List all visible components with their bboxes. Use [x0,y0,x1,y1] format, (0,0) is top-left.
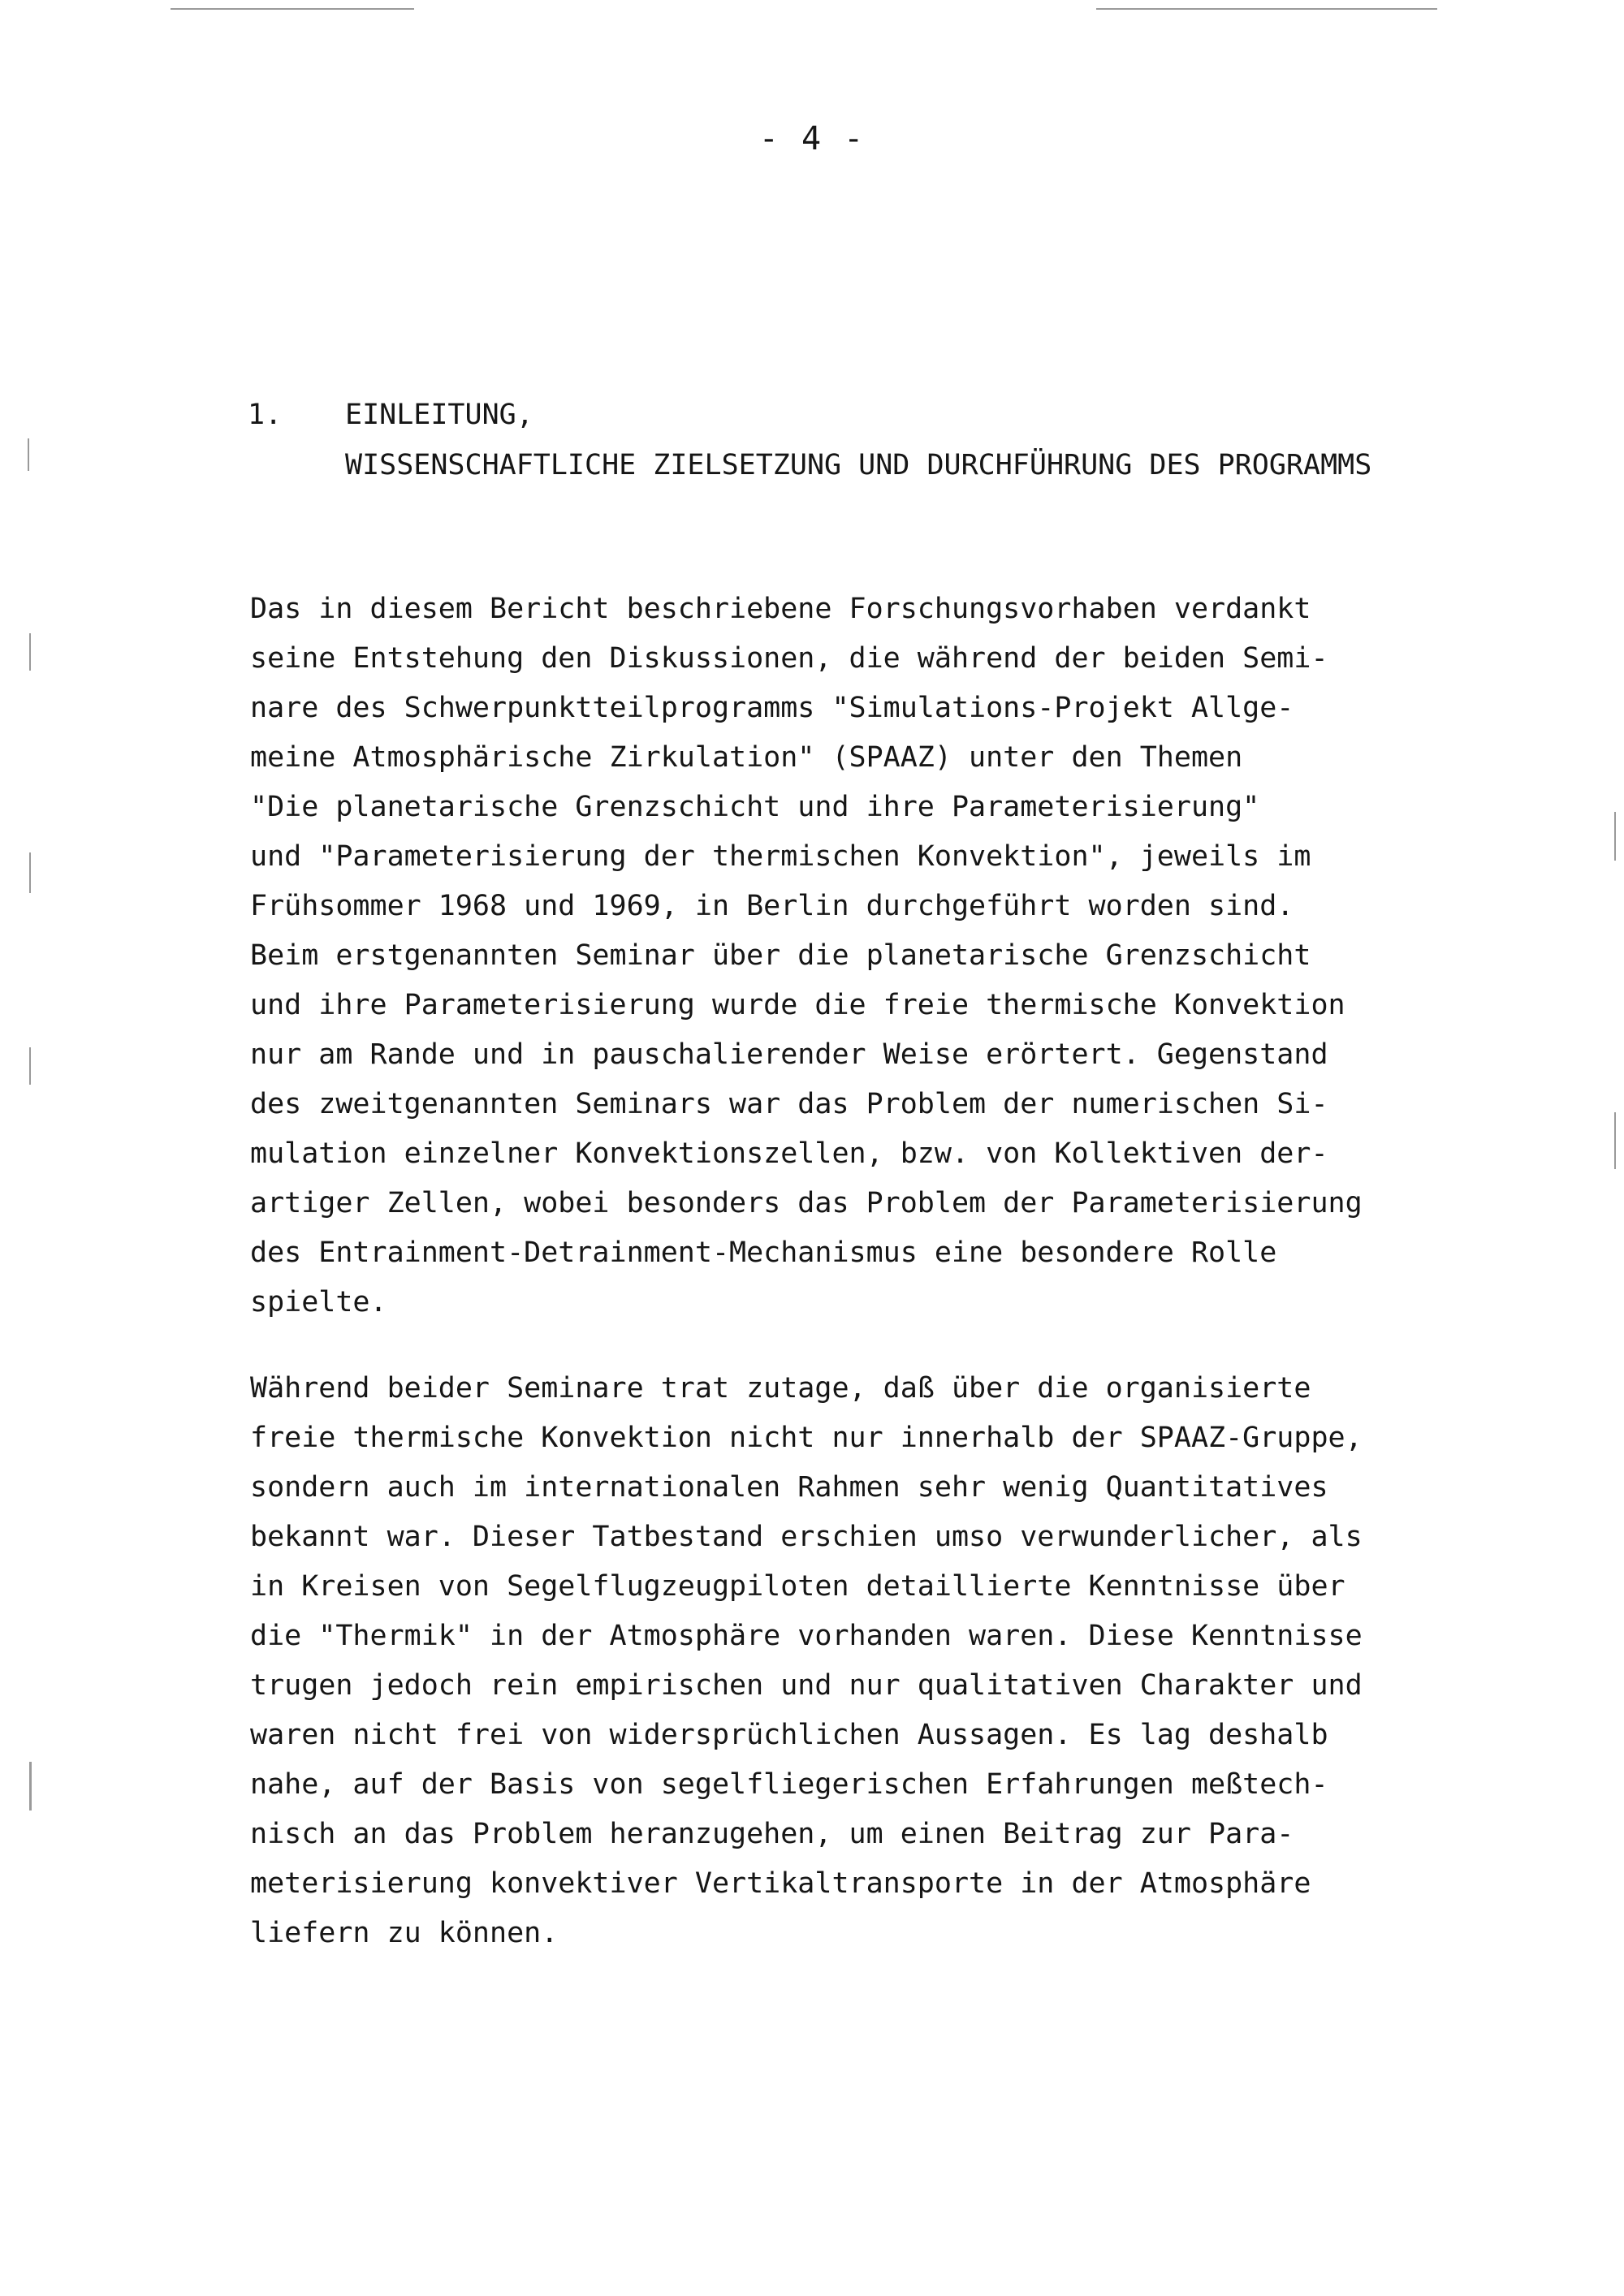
text-line: bekannt war. Dieser Tatbestand erschien umso verwunderlicher, als [250,1521,1363,1553]
scan-edge-line [1096,8,1437,10]
text-line: nare des Schwerpunktteilprogramms "Simulations-Projekt Allge- [250,692,1294,724]
text-line: die "Thermik" in der Atmosphäre vorhanden waren. Diese Kenntnisse [250,1620,1363,1652]
text-line: waren nicht frei von widersprüchlichen Aussagen. Es lag deshalb [250,1719,1328,1751]
paragraph-2 [250,1364,1533,1958]
text-line: und ihre Parameterisierung wurde die freie thermische Konvektion [250,989,1345,1021]
text-line: freie thermische Konvektion nicht nur innerhalb der SPAAZ-Gruppe, [250,1422,1363,1454]
text-line: des Entrainment-Detrainment-Mechanismus eine besondere Rolle [250,1236,1277,1269]
section-title-line-1: EINLEITUNG, [345,399,533,431]
text-line: Beim erstgenannten Seminar über die planetarische Grenzschicht [250,939,1311,972]
text-line: des zweitgenannten Seminars war das Problem der numerischen Si- [250,1088,1328,1120]
section-title-line-2: WISSENSCHAFTLICHE ZIELSETZUNG UND DURCHFÜHRUNG DES PROGRAMMS [345,449,1372,481]
scan-margin-mark [29,1047,31,1085]
scan-margin-mark [28,438,29,471]
text-line: und "Parameterisierung der thermischen Konvektion", jeweils im [250,840,1311,873]
text-line: in Kreisen von Segelflugzeugpiloten detaillierte Kenntnisse über [250,1570,1345,1603]
paragraph-1 [250,585,1533,1327]
text-line: Während beider Seminare trat zutage, daß über die organisierte [250,1372,1311,1405]
text-line: meine Atmosphärische Zirkulation" (SPAAZ) unter den Themen [250,741,1243,774]
text-line: mulation einzelner Konvektionszellen, bzw. von Kollektiven der- [250,1137,1328,1170]
scan-margin-mark [1614,812,1616,861]
text-line: sondern auch im internationalen Rahmen sehr wenig Quantitatives [250,1471,1328,1504]
text-line: Frühsommer 1968 und 1969, in Berlin durchgeführt worden sind. [250,890,1294,922]
scan-margin-mark [29,852,31,893]
scan-edge-line [171,8,414,10]
scan-margin-mark [29,633,31,671]
text-line: seine Entstehung den Diskussionen, die während der beiden Semi- [250,642,1328,675]
text-line: nur am Rande und in pauschalierender Weise erörtert. Gegenstand [250,1038,1328,1071]
text-line: liefern zu können. [250,1917,559,1949]
text-line: nisch an das Problem heranzugehen, um einen Beitrag zur Para- [250,1818,1294,1850]
text-line: trugen jedoch rein empirischen und nur qualitativen Charakter und [250,1669,1363,1702]
text-line: Das in diesem Bericht beschriebene Forschungsvorhaben verdankt [250,593,1311,625]
text-line: spielte. [250,1286,387,1318]
text-line: nahe, auf der Basis von segelfliegerischen Erfahrungen meßtech- [250,1768,1328,1801]
text-line: meterisierung konvektiver Vertikaltransporte in der Atmosphäre [250,1867,1311,1900]
section-number: 1. [248,399,283,431]
page-number: - 4 - [758,120,866,158]
scan-margin-mark [29,1762,32,1810]
scan-margin-mark [1614,1112,1616,1169]
text-line: "Die planetarische Grenzschicht und ihre Parameterisierung" [250,791,1260,823]
text-line: artiger Zellen, wobei besonders das Problem der Parameterisierung [250,1187,1363,1219]
